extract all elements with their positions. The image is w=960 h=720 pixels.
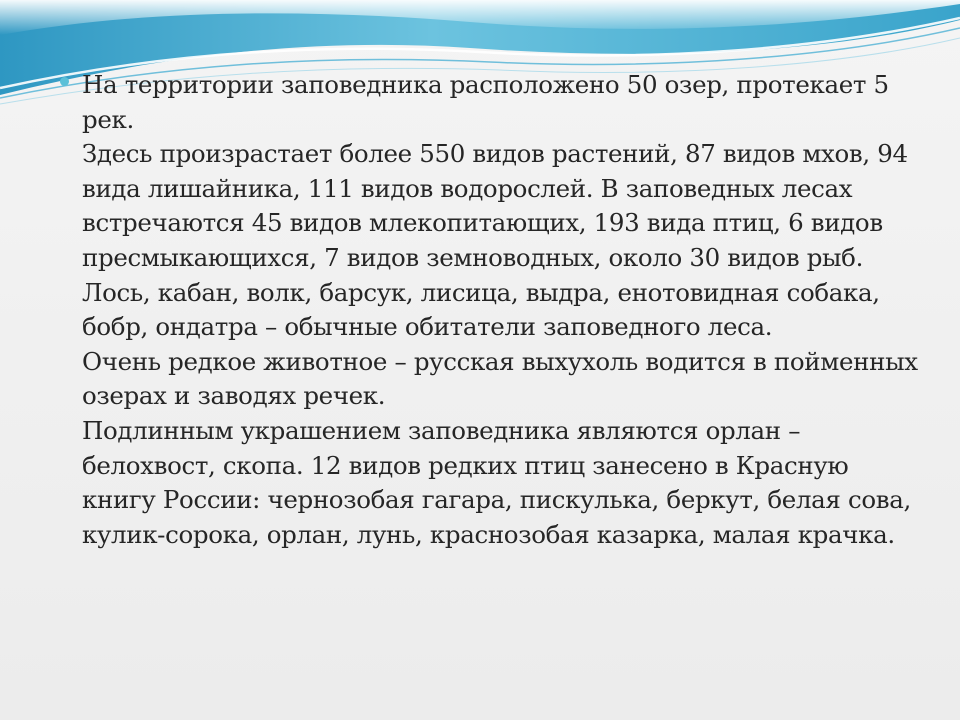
- bullet-icon: [60, 77, 69, 86]
- paragraph-rare-birds: Подлинным украшением заповедника являются орлан – белохвост, скопа. 12 видов редких птиц занесено в Красную книгу России: чернозобая гагара, пискулька, беркут, белая сова, кулик-сорока, орлан, лунь, краснозобая казарка, малая крачка.: [82, 415, 911, 549]
- paragraph-lakes-rivers: На территории заповедника расположено 50 озер, протекает 5 рек.: [82, 70, 889, 134]
- paragraph-forest-animals: Лось, кабан, волк, барсук, лисица, выдра, енотовидная собака, бобр, ондатра – обычные обитатели заповедного леса.: [82, 277, 880, 342]
- paragraph-desman: Очень редкое животное – русская выхухоль водится в пойменных озерах и заводях речек.: [82, 346, 918, 411]
- paragraph-flora-fauna: Здесь произрастает более 550 видов растений, 87 видов мхов, 94 вида лишайника, 111 видов водорослей. В заповедных лесах встречаются 45 видов млекопитающих, 193 вида птиц, 6 видов пресмыкающихся, 7 видов земноводных, около 30 видов рыб.: [82, 139, 908, 272]
- slide-content: [60, 68, 920, 552]
- bullet-item: [60, 68, 920, 552]
